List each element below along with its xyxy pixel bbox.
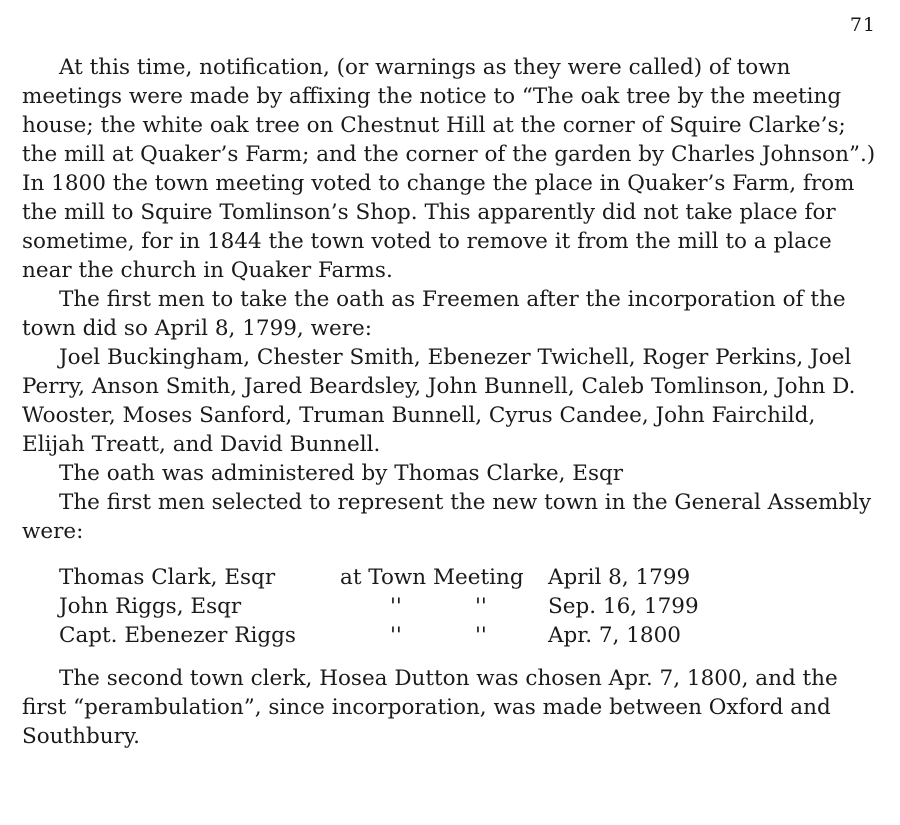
paragraph-notification: At this time, notification, (or warnings as they were called) of town meetings were made by affixing the notice to “The oak tree by the meeting house; the white oak tree on Chestnut Hill at the corner of Squire Clarke’s; the mill at Quaker’s Farm; and the corner of the garden by Charles Johnson”.) In 1800 the town meeting voted to change the place in Quaker’s Farm, from the mill to Squire Tomlinson’s Shop. This apparently did not take place for sometime, for in 1844 the town voted to remove it from the mill to a place near the church in Quaker Farms. bbox=[22, 55, 876, 283]
ditto-mark: '' bbox=[475, 594, 487, 619]
representative-name: Capt. Ebenezer Riggs bbox=[59, 623, 296, 648]
representative-name: Thomas Clark, Esqr bbox=[59, 565, 276, 590]
representatives-list bbox=[59, 563, 882, 650]
representative-row bbox=[59, 592, 882, 621]
representative-place: at Town Meeting bbox=[340, 565, 524, 590]
representative-date: Sep. 16, 1799 bbox=[548, 594, 699, 619]
paragraph-freemen-list: Joel Buckingham, Chester Smith, Ebenezer Twichell, Roger Perkins, Joel Perry, Anson Smith, Jared Beardsley, John Bunnell, Caleb Tomlinson, John D. Wooster, Moses Sanford, Truman Bunnell, Cyrus Candee, John Fairchild, Elijah Treatt, and David Bunnell. bbox=[22, 345, 856, 457]
paragraph-oath: The oath was administered by Thomas Clarke, Esqr bbox=[59, 461, 624, 486]
representative-date: April 8, 1799 bbox=[548, 565, 691, 590]
page-number: 71 bbox=[849, 14, 876, 36]
ditto-mark: '' bbox=[390, 594, 402, 619]
representative-name: John Riggs, Esqr bbox=[59, 594, 242, 619]
ditto-mark: '' bbox=[390, 623, 402, 648]
ditto-mark: '' bbox=[475, 623, 487, 648]
paragraph-freemen-intro: The first men to take the oath as Freemen after the incorporation of the town did so April 8, 1799, were: bbox=[22, 287, 846, 341]
paragraph-town-clerk: The second town clerk, Hosea Dutton was chosen Apr. 7, 1800, and the first “perambulation”, since incorporation, was made between Oxford and Southbury. bbox=[22, 666, 838, 749]
paragraph-assembly-intro: The first men selected to represent the new town in the General Assembly were: bbox=[22, 490, 872, 544]
representative-row bbox=[59, 563, 882, 592]
body-text bbox=[22, 53, 882, 751]
representative-row bbox=[59, 621, 882, 650]
representative-date: Apr. 7, 1800 bbox=[548, 623, 681, 648]
